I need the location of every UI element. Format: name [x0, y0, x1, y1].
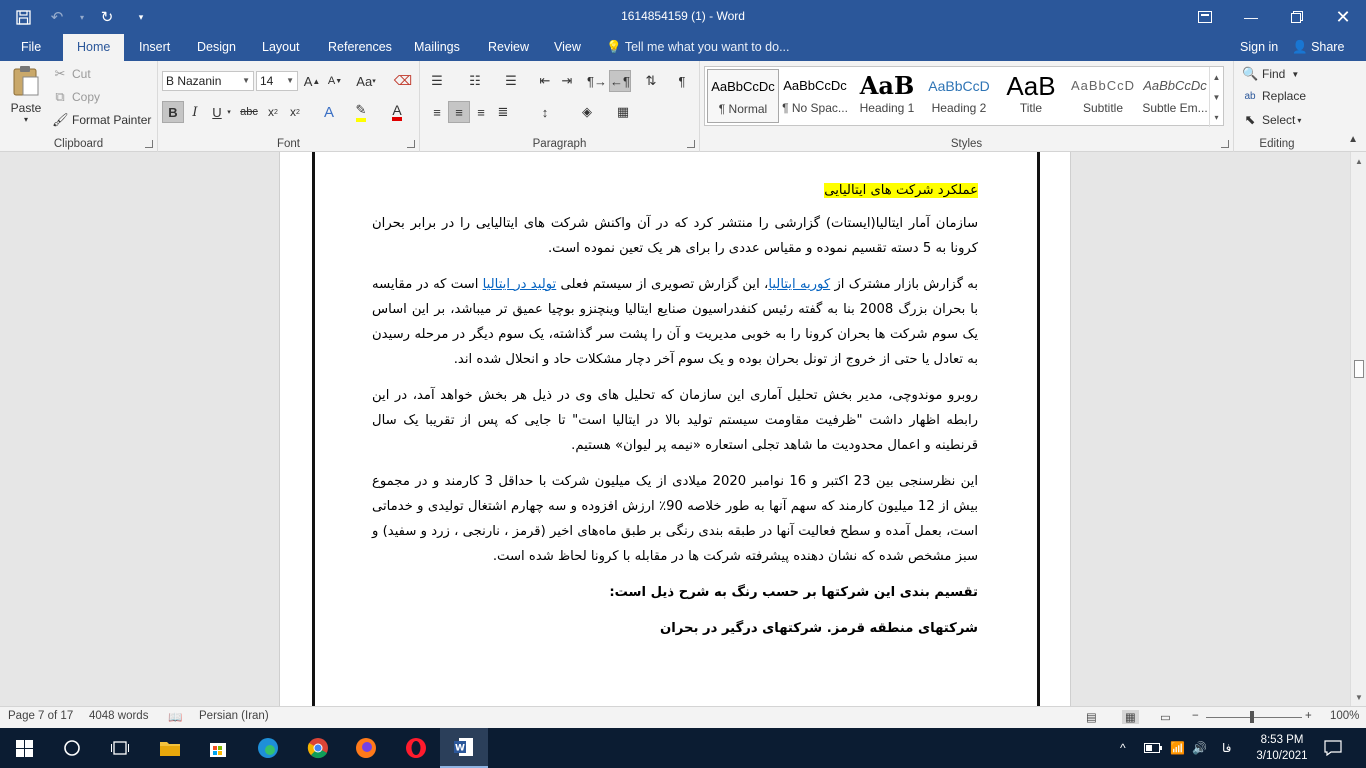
highlight-icon[interactable]: ✎ — [350, 101, 372, 123]
scroll-up-icon[interactable]: ▲ — [1355, 156, 1363, 166]
task-view-icon[interactable] — [96, 728, 144, 768]
style-preview: AaBbCcD — [928, 78, 990, 94]
cut-button[interactable] — [52, 66, 91, 82]
style-name: Title — [1019, 101, 1043, 115]
increase-indent-icon[interactable]: ⇥ — [561, 73, 573, 88]
status-bar — [0, 706, 1366, 728]
clear-formatting-icon[interactable]: ⌫ — [393, 73, 413, 88]
replace-label: Replace — [1262, 89, 1307, 103]
style-title[interactable] — [995, 69, 1067, 123]
chevron-down-icon: ▾ — [1297, 115, 1302, 125]
subscript-icon[interactable]: x 2 — [268, 105, 278, 119]
replace-icon: ab — [1244, 90, 1256, 102]
svg-text:W: W — [455, 743, 465, 754]
clock-time: 8:53 PM — [1260, 734, 1304, 746]
opera-browser-icon[interactable] — [392, 728, 440, 768]
copy-icon: ⧉ — [55, 89, 65, 104]
tab-design[interactable]: Design — [197, 40, 236, 54]
word-app-icon[interactable] — [440, 728, 488, 768]
font-name-value: B Nazanin — [166, 74, 222, 88]
strikethrough-icon[interactable]: abc — [240, 106, 258, 118]
lightbulb-icon: 💡 — [606, 40, 622, 54]
ribbon-tab-row — [0, 34, 1366, 61]
editing-group-label: Editing — [1259, 138, 1295, 150]
battery-icon[interactable] — [1144, 728, 1162, 768]
language-indicator[interactable]: Persian (Iran) — [199, 710, 269, 722]
file-explorer-icon[interactable] — [146, 728, 194, 768]
select-label: Select — [1262, 113, 1296, 127]
ribbon-display-options-icon[interactable] — [1182, 0, 1228, 34]
text-effects-icon[interactable]: A — [323, 103, 334, 121]
font-color-icon[interactable]: A — [386, 101, 408, 123]
zoom-in-icon[interactable]: + — [1305, 710, 1312, 722]
chrome-browser-icon[interactable] — [294, 728, 342, 768]
input-language-indicator[interactable]: فا — [1222, 741, 1232, 755]
find-label: Find — [1262, 67, 1286, 81]
style-preview: AaBbCcDc — [783, 78, 847, 93]
collapse-ribbon-icon[interactable]: ▲ — [1348, 134, 1358, 145]
share-label: Share — [1311, 40, 1345, 54]
minimize-icon[interactable]: — — [1244, 9, 1258, 25]
document-text[interactable] — [372, 178, 978, 652]
styles-gallery — [704, 66, 1224, 126]
person-icon: 👤 — [1292, 40, 1308, 54]
web-layout-icon[interactable]: ▭ — [1160, 712, 1171, 724]
style-name: Subtitle — [1082, 101, 1124, 115]
style-subtitle[interactable] — [1067, 69, 1139, 123]
firefox-browser-icon[interactable] — [342, 728, 390, 768]
clipboard-group-label: Clipboard — [53, 138, 104, 150]
zoom-out-icon[interactable]: − — [1192, 710, 1199, 722]
wifi-icon[interactable]: 📶 — [1170, 741, 1185, 755]
gallery-more-icon[interactable]: ▾ — [1209, 107, 1223, 127]
align-left-icon[interactable]: ≡ — [433, 104, 441, 120]
tab-mailings[interactable]: Mailings — [414, 40, 460, 54]
paste-dropdown-icon[interactable]: ▾ — [23, 115, 28, 124]
scrollbar-thumb[interactable] — [1354, 360, 1364, 378]
chevron-down-icon: ▼ — [1291, 69, 1300, 79]
save-icon[interactable] — [8, 2, 38, 32]
taskbar — [0, 728, 1366, 768]
style-preview: AaBbCcD — [1070, 78, 1136, 93]
bold-icon[interactable]: B — [162, 101, 184, 123]
close-icon[interactable]: ✕ — [1335, 6, 1351, 27]
editing-group — [1234, 61, 1320, 152]
system-clock[interactable] — [1250, 732, 1314, 764]
tab-review[interactable]: Review — [488, 40, 529, 54]
share-button[interactable] — [1292, 34, 1344, 60]
styles-group-label: Styles — [950, 138, 983, 150]
tab-layout[interactable]: Layout — [262, 40, 300, 54]
borders-icon[interactable]: ▦ — [616, 104, 630, 119]
font-name-combo[interactable] — [162, 71, 254, 91]
select-button[interactable] — [1242, 112, 1301, 128]
notification-center-icon[interactable] — [1324, 728, 1342, 768]
scissors-icon: ✂ — [54, 66, 66, 81]
volume-icon[interactable]: 🔊 — [1192, 741, 1207, 755]
windows-start-icon[interactable] — [0, 728, 48, 768]
cut-label: Cut — [72, 67, 91, 81]
font-dialog-launcher-icon[interactable] — [407, 140, 415, 148]
word-count[interactable]: 4048 words — [89, 710, 149, 722]
underline-icon[interactable]: U — [212, 104, 222, 120]
shrink-font-icon[interactable]: A ▼ — [327, 75, 343, 87]
font-group — [158, 61, 420, 152]
link-corriere-italia[interactable]: کوریه ایتالیا — [768, 277, 831, 292]
paragraph-6: شرکتهای منطقه قرمز. شرکتهای درگیر در بحران — [660, 621, 978, 636]
style-heading-2[interactable] — [923, 69, 995, 123]
paragraph-2-text-a: به گزارش بازار مشترک از — [830, 277, 979, 292]
clipboard-group — [0, 61, 158, 152]
zoom-slider-thumb[interactable] — [1250, 711, 1254, 723]
paragraph-group — [420, 61, 700, 152]
undo-dropdown-icon[interactable]: ▾ — [79, 12, 84, 22]
paragraph-2-text-c: است که در مقایسه با بحران بزرگ 2008 بنا به گفته رئیس کنفدراسیون صنایع ایتالیا وینچنزو بوچیا عمیق تر میباشد، بر این اساس یک سوم شرکت ها بحران کرونا را به خوبی مدیریت و آن را پشت سر گذاشته، یک سوم دیگر در مرحله رسیدن به تعادل یا حتی از خروج از تونل بحران بوده و یک سوم آخر دچار مشکلات حاد و انحلال شده اند. — [372, 277, 978, 367]
align-right-icon[interactable]: ≡ — [477, 104, 485, 120]
style-name: Heading 1 — [859, 101, 915, 115]
customize-qat-icon[interactable]: ▾ — [138, 11, 144, 22]
decrease-indent-icon[interactable]: ⇤ — [539, 73, 551, 88]
print-layout-icon[interactable]: ▦ — [1122, 710, 1139, 724]
style-preview: AaB — [859, 71, 915, 100]
bullets-icon[interactable]: ☰ — [431, 73, 443, 88]
document-page[interactable] — [279, 152, 1071, 706]
tab-references[interactable]: References — [328, 40, 392, 54]
paintbrush-icon: 🖌 — [52, 112, 69, 127]
restore-icon[interactable] — [1274, 0, 1320, 34]
title-bar — [0, 0, 1366, 34]
style-name: Heading 2 — [931, 101, 987, 115]
format-painter-label: Format Painter — [72, 113, 152, 127]
quick-access-toolbar — [8, 0, 156, 34]
document-area[interactable] — [0, 152, 1350, 706]
font-group-label: Font — [276, 138, 300, 150]
search-icon: 🔍 — [1242, 66, 1259, 81]
superscript-icon[interactable]: x 2 — [290, 105, 300, 119]
paragraph-dialog-launcher-icon[interactable] — [687, 140, 695, 148]
paragraph-group-label: Paragraph — [532, 138, 587, 150]
style-normal[interactable] — [707, 69, 779, 123]
justify-icon[interactable]: ≣ — [497, 104, 509, 119]
numbering-icon[interactable]: ☷ — [469, 73, 481, 88]
window-controls — [1182, 0, 1366, 34]
italic-icon[interactable]: I — [192, 104, 198, 120]
grow-font-icon[interactable]: A ▲ — [303, 73, 321, 89]
font-size-combo[interactable] — [256, 71, 298, 91]
style-heading-1[interactable] — [851, 69, 923, 123]
tab-home[interactable]: Home — [63, 34, 124, 61]
paragraph-5: تقسیم بندی این شرکتها بر حسب رنگ به شرح ذیل است: — [609, 585, 978, 600]
sign-in-link[interactable]: Sign in — [1240, 40, 1279, 54]
multilevel-list-icon[interactable]: ☰ — [505, 73, 517, 88]
style-name: ¶ No Spac... — [782, 101, 848, 115]
paragraph-4: این نظرسنجی بین 23 اکتبر و 16 نوامبر 2020 میلادی از یک میلیون شرکت با حداقل 3 کارمند و در مجموع بیش از 12 میلیون کارمند که سهم آنها به طور خلاصه 90٪ ارزش افزوده و سه چهارم اشتغال تولیدی و خدماتی است، بعمل آمده و سطح فعالیت آنها در طبقه بندی رنگی بر طبق ماه‌های اخیر (قرمز ، نارنجی ، زرد و سفید) و سبز مشخص شده که نشان دهنده پیشرفته شرکت ها در مقابله با کرونا لحاظ شده است. — [372, 474, 979, 564]
align-center-icon[interactable]: ≡ — [448, 101, 470, 123]
zoom-slider[interactable] — [1206, 717, 1302, 718]
style-no-spacing[interactable] — [779, 69, 851, 123]
redo-icon[interactable]: ↻ — [100, 9, 114, 26]
copy-label: Copy — [72, 90, 101, 104]
styles-group — [700, 61, 1234, 152]
undo-icon[interactable]: ↶ — [50, 9, 64, 26]
store-icon[interactable] — [194, 728, 242, 768]
cursor-icon: ⬉ — [1244, 112, 1256, 127]
replace-button[interactable] — [1242, 89, 1306, 103]
clipboard-icon — [11, 65, 41, 97]
style-subtle-emphasis[interactable] — [1139, 69, 1211, 123]
sort-icon[interactable]: ⇅ — [645, 73, 657, 88]
line-spacing-icon[interactable]: ↕ — [541, 104, 549, 120]
clock-date: 3/10/2021 — [1256, 750, 1308, 762]
style-preview: AaB — [1006, 71, 1056, 101]
paragraph-2 — [372, 272, 978, 372]
tab-insert[interactable]: Insert — [139, 40, 171, 54]
format-painter-button[interactable] — [52, 112, 151, 128]
paragraph-2-text-b: ، این گزارش تصویری از سیستم فعلی — [556, 277, 769, 292]
ltr-direction-icon[interactable]: ¶→ — [587, 73, 607, 89]
tell-me-box[interactable] — [606, 34, 790, 61]
tab-file[interactable]: File — [21, 40, 42, 54]
font-size-value: 14 — [260, 74, 274, 88]
link-production-italy[interactable]: تولید در ایتالیا — [482, 277, 557, 292]
gallery-down-icon[interactable]: ▼ — [1209, 87, 1223, 107]
style-name: ¶ Normal — [718, 102, 768, 116]
search-icon[interactable] — [48, 728, 96, 768]
paragraph-3: روبرو موندوچی، مدیر بخش تحلیل آماری این سازمان که تحلیل های وی در ذیل هر بخش خواهد آمد، در این رابطه اظهار داشت "ظرفیت مقاومت سیستم تولید بالا در ایتالیا است" تا جایی که پس از تقریبا یک سال قرنطینه و اعمال محدودیت ما شاهد تجلی استعاره «نیمه پر لیوان» هستیم. — [372, 388, 978, 453]
chevron-down-icon: ▼ — [286, 76, 294, 85]
copy-button[interactable] — [52, 89, 100, 105]
rtl-direction-icon[interactable]: ←¶ — [609, 70, 631, 92]
style-preview: AaBbCcDc — [711, 79, 775, 94]
edge-browser-icon[interactable] — [244, 728, 292, 768]
page-count[interactable]: Page 7 of 17 — [8, 710, 74, 722]
change-case-icon[interactable]: Aa ▾ — [356, 73, 376, 89]
tab-view[interactable]: View — [554, 40, 581, 54]
zoom-level[interactable]: 100% — [1330, 710, 1360, 722]
style-preview: AaBbCcDc — [1143, 78, 1207, 93]
gallery-up-icon[interactable]: ▲ — [1209, 67, 1223, 87]
show-hidden-icons-icon[interactable]: ^ — [1120, 741, 1126, 755]
paste-button[interactable] — [8, 65, 44, 133]
ribbon — [0, 61, 1366, 152]
window-title: 1614854159 (1) - Word — [621, 9, 745, 23]
tell-me-placeholder: Tell me what you want to do... — [624, 40, 790, 54]
proofing-icon[interactable]: 📖 — [168, 712, 183, 724]
chevron-down-icon: ▼ — [242, 76, 250, 85]
read-mode-icon[interactable]: ▤ — [1086, 712, 1097, 724]
styles-dialog-launcher-icon[interactable] — [1221, 140, 1229, 148]
vertical-scrollbar[interactable] — [1350, 152, 1366, 706]
underline-dropdown-icon[interactable]: ▾ — [227, 109, 231, 116]
style-name: Subtle Em... — [1142, 101, 1208, 115]
show-formatting-icon[interactable]: ¶ — [678, 73, 686, 89]
shading-icon[interactable]: ◈ — [582, 104, 592, 119]
document-heading: عملکرد شرکت های ایتالیایی — [824, 183, 978, 198]
clipboard-dialog-launcher-icon[interactable] — [145, 140, 153, 148]
paste-label: Paste — [10, 101, 42, 115]
scroll-down-icon[interactable]: ▼ — [1355, 692, 1363, 702]
paragraph-1: سازمان آمار ایتالیا(ایستات) گزارشی را منتشر کرد که در آن واکنش شرکت های ایتالیایی را در برابر بحران کرونا به 5 دسته تقسیم نموده و مقیاس عددی را برای هر یک تعین نموده است. — [372, 216, 978, 256]
find-button[interactable] — [1242, 66, 1299, 82]
